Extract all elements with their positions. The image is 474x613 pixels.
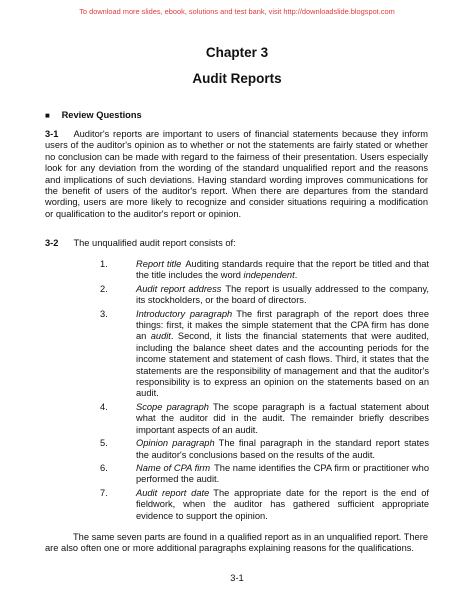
- list-item-number: 1.: [100, 259, 108, 269]
- list-item-number: 5.: [100, 438, 108, 449]
- list-item-term: Name of CPA firm: [136, 462, 211, 473]
- list-item-term: Audit report date: [136, 487, 210, 498]
- list-item-term: Report title: [136, 259, 182, 269]
- list-item-emphasis: audit: [150, 331, 171, 342]
- list-item: [100, 402, 429, 436]
- question-3-1: [45, 129, 428, 220]
- list-item-text-end: . Second, it lists the financial statements that were audited, including the balance sheet dates and the accounting periods for the income statement and statement of cash flows. Third, it states that the statements are the responsibility of management and that the auditor's responsibility is to express an opinion on the statements based on an audit.: [136, 331, 429, 399]
- closing-paragraph: The same seven parts are found in a qualified report as in an unqualified report. There are also often one or more additional paragraphs explaining reasons for the qualifications.: [45, 532, 428, 554]
- list-item-number: 6.: [100, 462, 108, 473]
- list-item-text: The name identifies the CPA firm or practitioner who performed the audit.: [136, 462, 429, 485]
- list-item-text: Auditing standards require that the report be titled and that the title includes the word: [136, 259, 429, 281]
- list-item-term: Scope paragraph: [136, 401, 209, 412]
- list-item-number: 2.: [100, 283, 108, 294]
- section-heading-label: Review Questions: [61, 110, 142, 120]
- question-3-2-intro: [45, 238, 428, 249]
- page-title: Audit Reports: [192, 71, 282, 86]
- page-number: 3-1: [230, 573, 244, 583]
- list-item-text: The scope paragraph is a factual statement about what the auditor did in the audit. The remainder briefly describes important aspects of an audit.: [136, 401, 429, 435]
- question-number: 3-2: [45, 238, 59, 248]
- list-item-text: The appropriate date for the report is the end of fieldwork, when the auditor has gathered sufficient appropriate evidence to support the opinion.: [136, 487, 429, 521]
- list-item-number: 7.: [100, 487, 108, 498]
- list-item-number: 3.: [100, 308, 108, 319]
- chapter-heading: Chapter 3: [205, 45, 269, 60]
- square-bullet-icon: ■: [45, 111, 50, 120]
- question-intro-text: The unqualified audit report consists of:: [73, 238, 236, 248]
- list-item-emphasis: independent: [243, 270, 295, 281]
- list-item-number: 4.: [100, 401, 108, 412]
- list-item: [100, 309, 429, 400]
- list-item: [100, 488, 429, 522]
- list-item-term: Opinion paragraph: [136, 438, 215, 449]
- list-item-text: The first paragraph of the report does three things: first, it makes the simple statement that the CPA firm has done an: [136, 308, 429, 342]
- list-item-term: Introductory paragraph: [136, 308, 233, 319]
- list-item-text-end: .: [294, 270, 298, 281]
- report-parts-list: [100, 259, 429, 524]
- download-notice: To download more slides, ebook, solutions and test bank, visit http://downloadslide.blogspot.com: [79, 7, 395, 16]
- list-item: [100, 259, 429, 282]
- list-item: [100, 284, 429, 307]
- list-item-text: The final paragraph in the standard report states the auditor's conclusions based on the results of the audit.: [136, 438, 429, 460]
- question-number: 3-1: [45, 129, 59, 139]
- list-item-term: Audit report address: [136, 283, 222, 294]
- question-answer-text: Auditor's reports are important to users of financial statements because they inform users of the auditor's opinion as to whether or not the statements are fairly stated or whether no conclusion can be made with regard to the fairness of their presentation. Users especially look for any deviation from the wording of the standard unqualified report and the reasons and implications of such deviations. Having standard wording improves communications for the benefit of users of the auditor's report. When there are departures from the standard wording, users are more likely to recognize and consider situations requiring a modification or qualification to the auditor's report or opinion.: [45, 129, 428, 219]
- list-item: [100, 438, 429, 461]
- section-heading: [45, 110, 142, 120]
- list-item: [100, 463, 429, 486]
- list-item-text: The report is usually addressed to the company, its stockholders, or the board of directors.: [136, 283, 430, 306]
